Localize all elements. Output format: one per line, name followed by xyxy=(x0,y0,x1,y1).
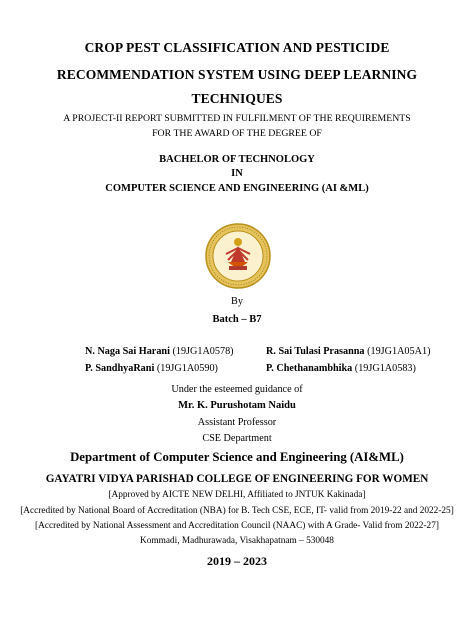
naac-accreditation-line: [Accredited by National Assessment and Accreditation Council (NAAC) with A Grade- Valid from 2022-27] xyxy=(35,521,439,531)
student-roll: (19JG1A0583) xyxy=(354,363,416,374)
title-line-1: CROP PEST CLASSIFICATION AND PESTICIDE xyxy=(84,40,390,55)
title-line-3: TECHNIQUES xyxy=(191,91,283,106)
student-roll: (19JG1A0590) xyxy=(156,363,218,374)
student-1 xyxy=(85,346,234,357)
guide-department: CSE Department xyxy=(202,433,272,444)
student-name: N. Naga Sai Harani xyxy=(85,346,170,357)
college-name: GAYATRI VIDYA PARISHAD COLLEGE OF ENGINEERING FOR WOMEN xyxy=(45,473,429,485)
degree-name: BACHELOR OF TECHNOLOGY xyxy=(159,154,315,165)
batch-label: Batch – B7 xyxy=(212,314,262,325)
student-name: P. SandhyaRani xyxy=(85,363,155,374)
submission-line-1: A PROJECT-II REPORT SUBMITTED IN FULFILMENT OF THE REQUIREMENTS xyxy=(63,113,411,124)
by-label: By xyxy=(231,296,243,307)
student-2 xyxy=(266,346,430,357)
approval-line: [Approved by AICTE NEW DELHI, Affiliated to JNTUK Kakinada] xyxy=(108,490,366,500)
degree-in: IN xyxy=(231,168,243,179)
title-line-2: RECOMMENDATION SYSTEM USING DEEP LEARNING xyxy=(56,67,418,82)
submission-line-2: FOR THE AWARD OF THE DEGREE OF xyxy=(152,128,322,139)
guide-name: Mr. K. Purushotam Naidu xyxy=(178,400,296,411)
guidance-intro: Under the esteemed guidance of xyxy=(171,384,303,395)
academic-years: 2019 – 2023 xyxy=(207,554,267,568)
degree-branch: COMPUTER SCIENCE AND ENGINEERING (AI &ML) xyxy=(105,183,369,194)
college-address: Kommadi, Madhurawada, Visakhapatnam – 530048 xyxy=(140,536,334,546)
student-name: R. Sai Tulasi Prasanna xyxy=(266,346,365,357)
student-name: P. Chethanambhika xyxy=(266,363,353,374)
student-roll: (19JG1A05A1) xyxy=(367,346,431,357)
student-roll: (19JG1A0578) xyxy=(172,346,234,357)
nba-accreditation-line: [Accredited by National Board of Accreditation (NBA) for B. Tech CSE, ECE, IT- valid from 2019-22 and 2022-25] xyxy=(20,506,454,516)
student-3 xyxy=(85,363,218,374)
college-emblem-icon xyxy=(204,222,272,290)
department-title: Department of Computer Science and Engineering (AI&ML) xyxy=(70,450,404,464)
guide-designation: Assistant Professor xyxy=(197,417,277,428)
student-4 xyxy=(266,363,416,374)
